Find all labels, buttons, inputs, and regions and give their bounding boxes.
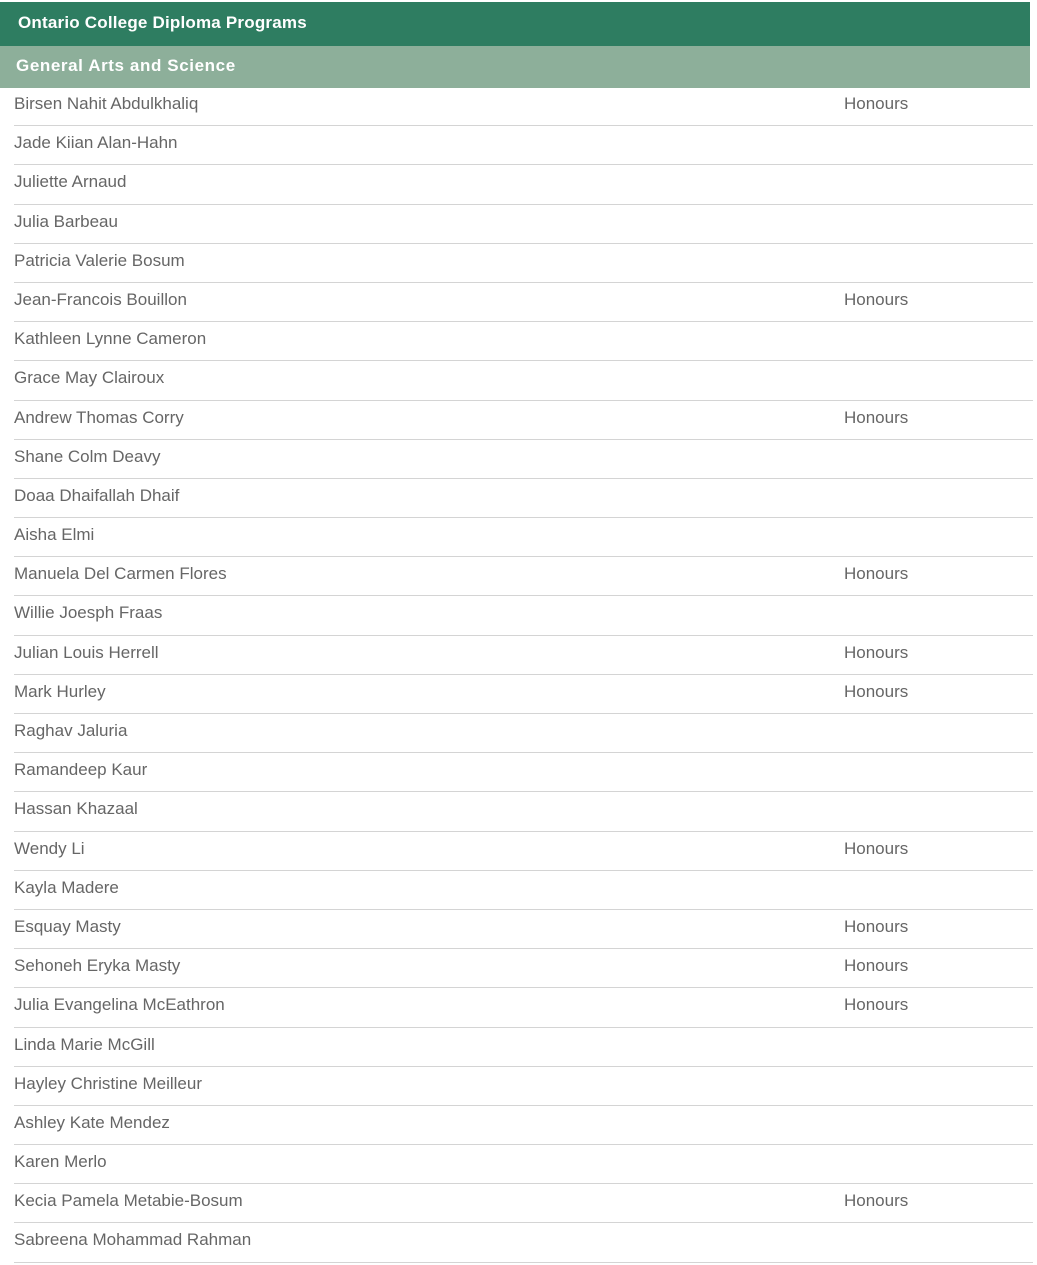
honours-label: Honours xyxy=(844,564,909,584)
graduate-row xyxy=(14,753,1033,792)
graduate-name: Shane Colm Deavy xyxy=(14,446,161,466)
graduate-name: Julia Evangelina McEathron xyxy=(14,995,225,1015)
graduate-row xyxy=(14,1145,1033,1184)
graduate-row xyxy=(14,792,1033,831)
graduate-name: Karen Merlo xyxy=(14,1152,107,1172)
graduate-name: Grace May Clairoux xyxy=(14,368,165,388)
graduate-row xyxy=(14,832,1033,871)
graduate-name: Mark Hurley xyxy=(14,681,106,701)
graduate-name: Juliette Arnaud xyxy=(14,172,127,192)
graduate-name: Kayla Madere xyxy=(14,877,119,897)
graduate-name: Wendy Li xyxy=(14,838,85,858)
graduate-name: Aisha Elmi xyxy=(14,525,95,545)
graduate-row xyxy=(14,596,1033,635)
honours-label: Honours xyxy=(844,1191,909,1211)
graduate-row xyxy=(14,871,1033,910)
graduate-name: Sabreena Mohammad Rahman xyxy=(14,1230,252,1250)
graduate-row xyxy=(14,949,1033,988)
honours-label: Honours xyxy=(844,916,909,936)
honours-label: Honours xyxy=(844,407,909,427)
section-title: General Arts and Science xyxy=(16,56,236,75)
honours-label: Honours xyxy=(844,289,909,309)
graduate-row xyxy=(14,1106,1033,1145)
graduate-row xyxy=(14,361,1033,400)
honours-label: Honours xyxy=(844,838,909,858)
graduate-row xyxy=(14,165,1033,204)
graduate-name: Julia Barbeau xyxy=(14,211,118,231)
graduate-list xyxy=(14,87,1033,1263)
graduate-name: Julian Louis Herrell xyxy=(14,642,159,662)
graduate-row xyxy=(14,126,1033,165)
graduate-name: Esquay Masty xyxy=(14,916,121,936)
graduate-name: Hayley Christine Meilleur xyxy=(14,1073,203,1093)
graduate-name: Raghav Jaluria xyxy=(14,721,128,740)
graduate-row xyxy=(14,440,1033,479)
graduate-row xyxy=(14,675,1033,714)
graduate-row xyxy=(14,1067,1033,1106)
graduate-name: Doaa Dhaifallah Dhaif xyxy=(14,485,180,505)
graduate-row xyxy=(14,636,1033,675)
graduate-row xyxy=(14,401,1033,440)
graduate-row xyxy=(14,205,1033,244)
graduate-name: Jean-Francois Bouillon xyxy=(14,289,187,309)
graduate-row xyxy=(14,518,1033,557)
graduate-name: Andrew Thomas Corry xyxy=(14,407,184,427)
graduate-name: Hassan Khazaal xyxy=(14,799,138,819)
graduate-name: Jade Kiian Alan-Hahn xyxy=(14,133,178,153)
graduate-row xyxy=(14,244,1033,283)
graduate-row xyxy=(14,479,1033,518)
honours-label: Honours xyxy=(844,642,909,662)
graduate-name: Kathleen Lynne Cameron xyxy=(14,329,207,349)
graduate-name: Manuela Del Carmen Flores xyxy=(14,564,227,584)
honours-label: Honours xyxy=(844,681,909,701)
graduate-row xyxy=(14,557,1033,596)
graduate-name: Patricia Valerie Bosum xyxy=(14,250,185,270)
honours-label: Honours xyxy=(844,995,909,1015)
graduate-row xyxy=(14,1223,1033,1262)
graduate-row xyxy=(14,714,1033,753)
section-header xyxy=(0,46,1030,88)
program-title: Ontario College Diploma Programs xyxy=(18,13,307,32)
graduate-name: Ashley Kate Mendez xyxy=(14,1112,170,1132)
honours-label: Honours xyxy=(844,94,909,113)
graduate-name: Willie Joesph Fraas xyxy=(14,603,163,623)
graduate-row xyxy=(14,1184,1033,1223)
graduate-row xyxy=(14,1028,1033,1067)
graduate-row xyxy=(14,988,1033,1027)
graduate-name: Birsen Nahit Abdulkhaliq xyxy=(14,94,199,113)
graduate-name: Kecia Pamela Metabie-Bosum xyxy=(14,1191,243,1211)
graduate-name: Linda Marie McGill xyxy=(14,1034,155,1054)
graduate-row xyxy=(14,322,1033,361)
graduate-row xyxy=(14,910,1033,949)
honours-label: Honours xyxy=(844,956,909,976)
graduate-name: Ramandeep Kaur xyxy=(14,760,148,780)
program-header xyxy=(0,2,1030,46)
graduate-name: Sehoneh Eryka Masty xyxy=(14,956,181,976)
graduate-row xyxy=(14,87,1033,126)
graduate-row xyxy=(14,283,1033,322)
